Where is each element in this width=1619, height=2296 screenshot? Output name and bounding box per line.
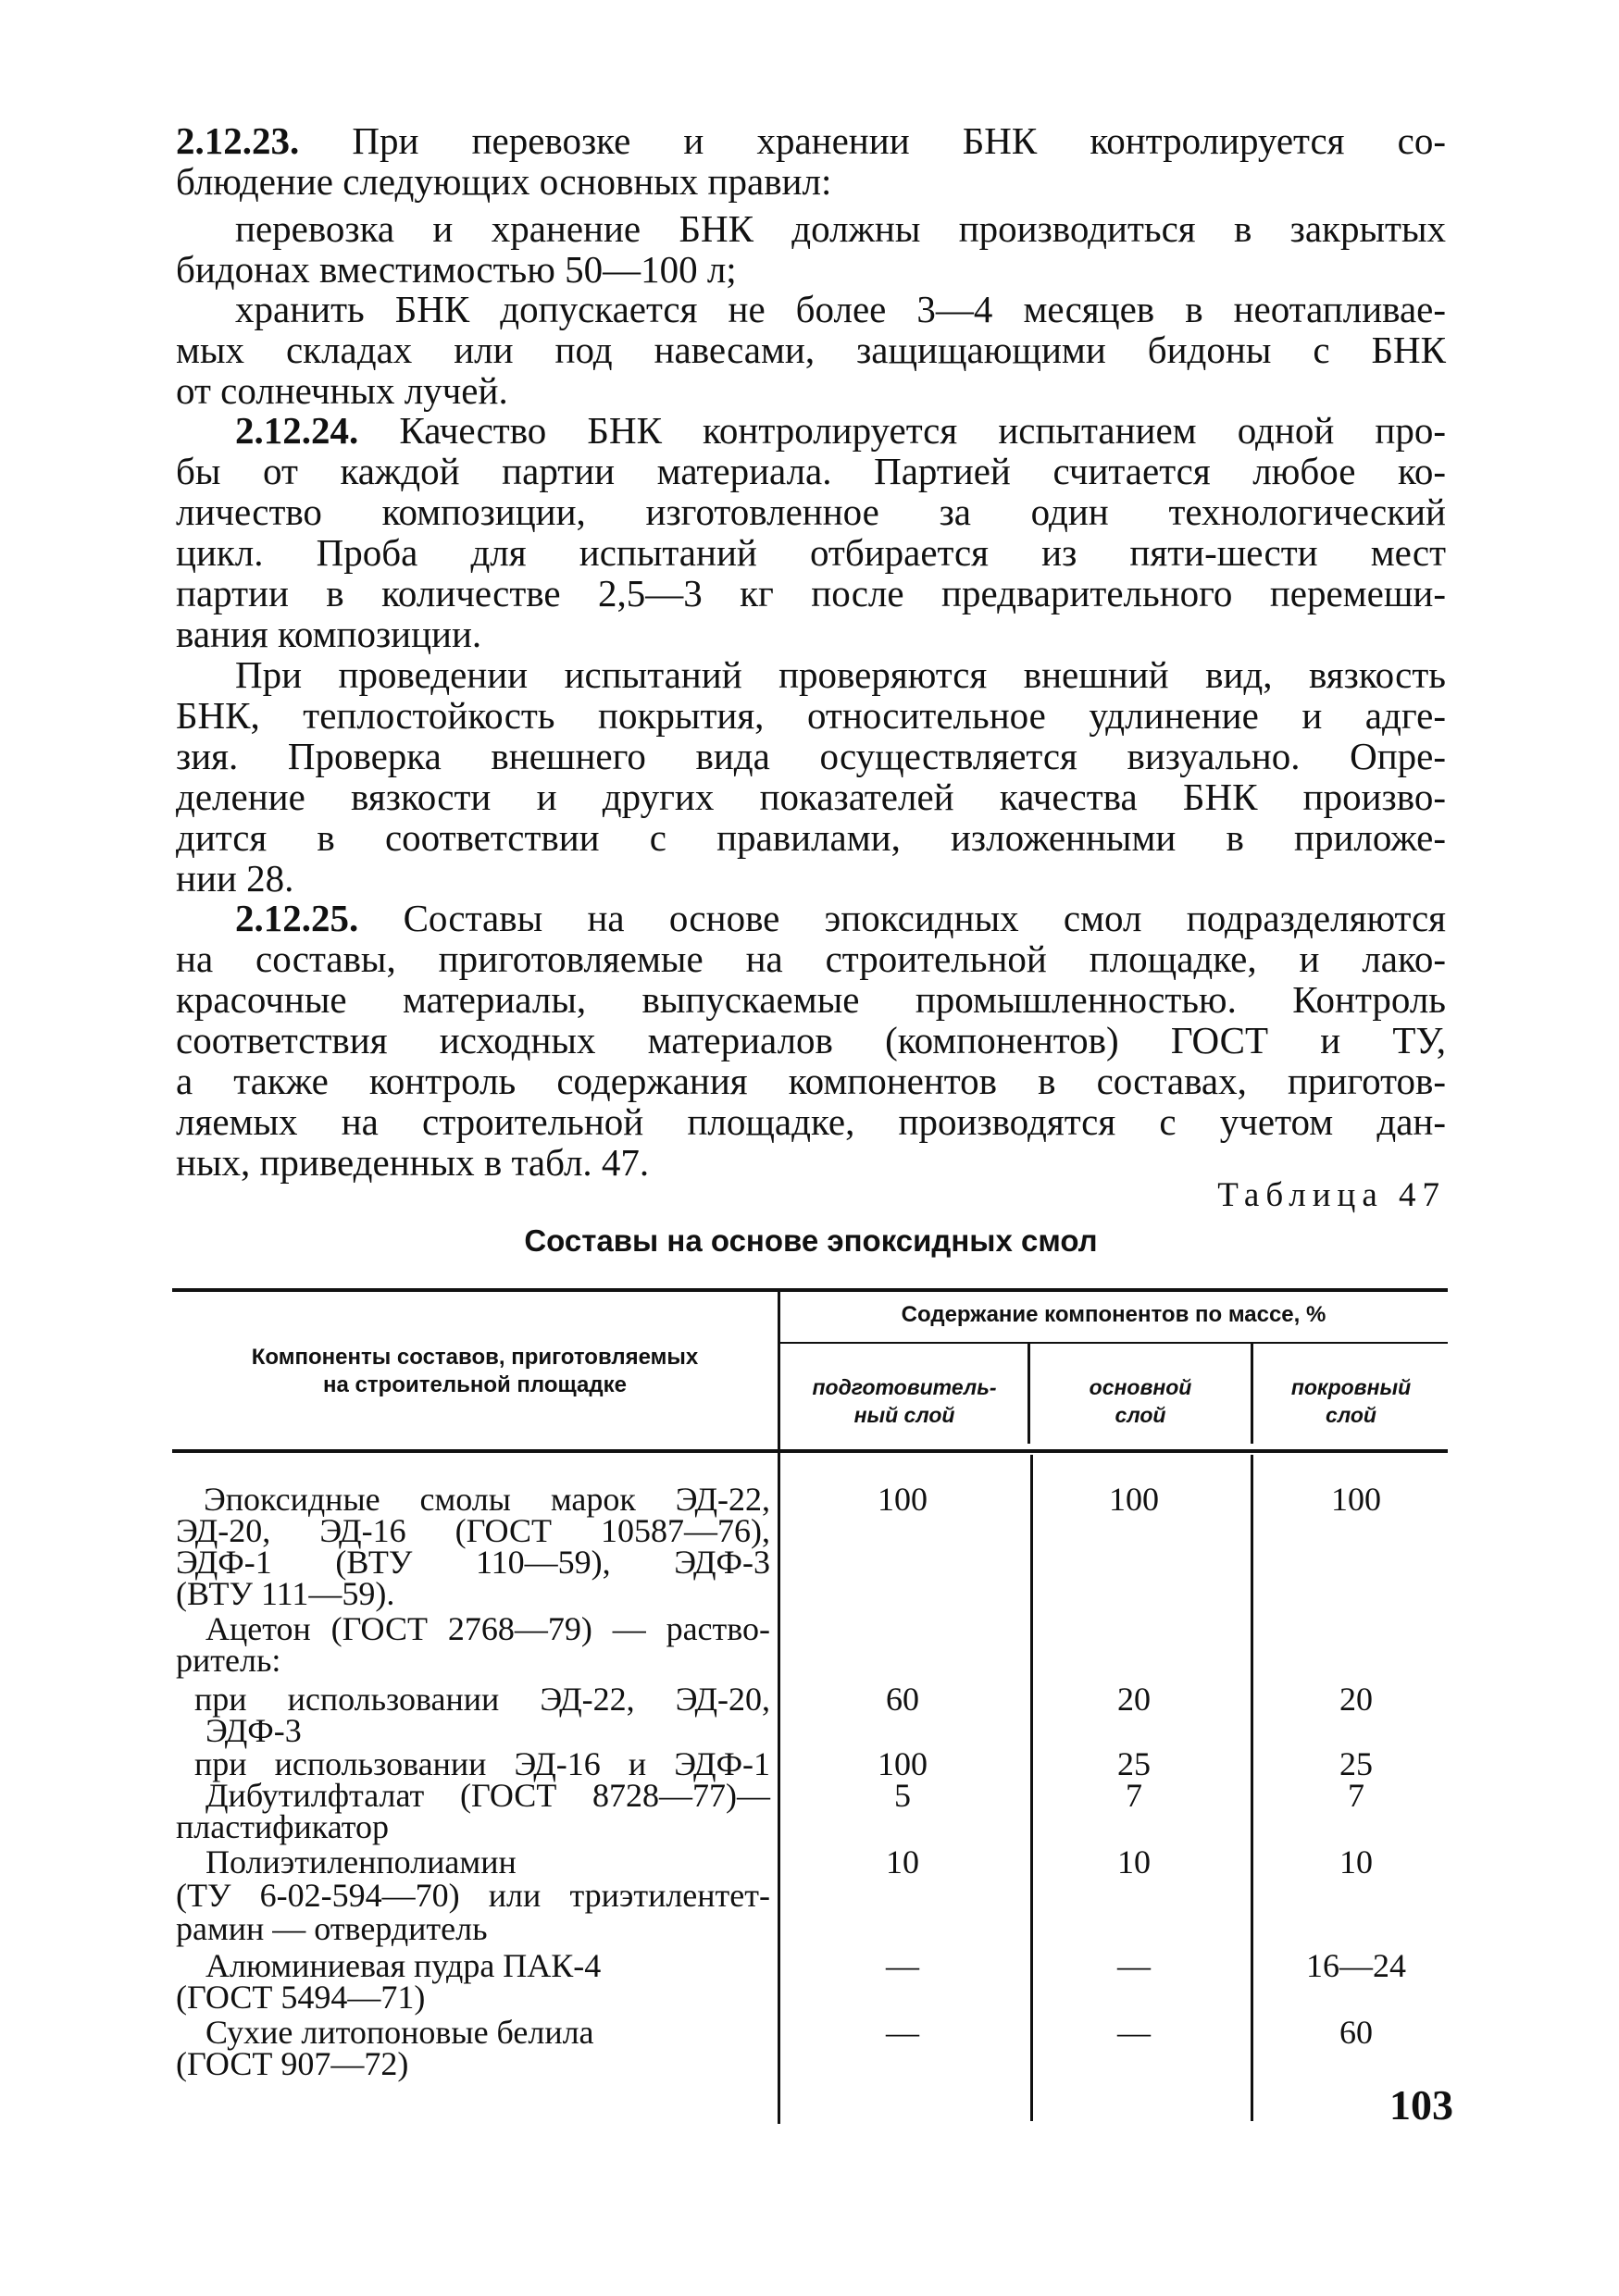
cell-value: — (886, 2014, 919, 2051)
cell-value: 16—24 (1306, 1947, 1406, 1984)
table-title: Составы на основе эпоксидных смол (524, 1223, 1098, 1258)
text-line: бы от каждой партии материала. Партией считается любое ко- (176, 450, 1446, 492)
header-col-cover (1254, 1373, 1448, 1429)
row-aluminium-text: Алюминиевая пудра ПАК-4 (205, 1947, 602, 1984)
clause-number: 2.12.24. (235, 409, 359, 452)
header-text: на строительной площадке (323, 1372, 627, 1397)
text-line: партии в количестве 2,5—3 кг после предварительного перемеши- (176, 572, 1446, 614)
header-components (176, 1344, 774, 1399)
text-span: Составы на основе эпоксидных смол подразделяются (403, 897, 1447, 939)
clause-number: 2.12.23. (176, 119, 300, 162)
page-number: 103 (1389, 2081, 1453, 2128)
row-pepa-text: рамин — отвердитель (176, 1910, 488, 1947)
row-aluminium-text: (ГОСТ 5494—71) (176, 1979, 426, 2016)
cell-value: — (886, 1947, 919, 1984)
cell-value: 60 (886, 1681, 919, 1718)
row-acetone-a-text: при использовании ЭД-22, ЭД-20, (194, 1681, 770, 1718)
text-line: вания композиции. (176, 613, 482, 655)
row-dbp-text: Дибутилфталат (ГОСТ 8728—77)— (205, 1777, 770, 1814)
text-line: от солнечных лучей. (176, 369, 508, 412)
cell-value: 25 (1339, 1745, 1373, 1782)
text-line: ных, приведенных в табл. 47. (176, 1141, 650, 1184)
row-acetone-a-text: ЭДФ-3 (205, 1712, 302, 1749)
header-text: подготовитель- (812, 1375, 997, 1399)
text-line (235, 898, 1446, 938)
row-lithopone-text: (ГОСТ 907—72) (176, 2045, 409, 2082)
text-line: бидонах вместимостью 50—100 л; (176, 248, 737, 291)
row-pepa-text: Полиэтиленполиамин (205, 1843, 517, 1880)
row-acetone-b-text: при использовании ЭД-16 и ЭДФ-1 (194, 1745, 770, 1782)
text-line: соответствия исходных материалов (компонентов) ГОСТ и ТУ, (176, 1019, 1446, 1061)
text-line: деление вязкости и других показателей качества БНК произво- (176, 776, 1446, 818)
table-header-bottom-rule (172, 1449, 1448, 1453)
cell-value: 60 (1339, 2014, 1373, 2051)
row-dbp-text: пластификатор (176, 1808, 390, 1845)
header-text: слой (1326, 1403, 1376, 1427)
text-line: блюдение следующих основных правил: (176, 160, 832, 203)
cell-value: — (1117, 1947, 1151, 1984)
row-epoxy-text: ЭД-20, ЭД-16 (ГОСТ 10587—76), (176, 1512, 770, 1549)
column-divider-3 (1251, 1344, 1253, 1444)
table-number: Таблица 47 (1217, 1176, 1446, 1214)
cell-value: 10 (886, 1843, 919, 1880)
text-line: зия. Проверка внешнего вида осуществляется визуально. Опре- (176, 735, 1446, 777)
table-top-rule (172, 1288, 1448, 1292)
column-divider-1 (778, 1291, 780, 2124)
text-line: мых складах или под навесами, защищающими бидоны с БНК (176, 329, 1446, 371)
header-text: основной (1089, 1375, 1192, 1399)
text-line: а также контроль содержания компонентов в составах, приготов- (176, 1060, 1446, 1102)
header-split-rule (779, 1342, 1448, 1344)
text-line (176, 120, 1446, 161)
text-span: При перевозке и хранении БНК контролируется со- (352, 119, 1447, 162)
text-line: на составы, приготовляемые на строительной площадке, и лако- (176, 937, 1446, 980)
text-line: цикл. Проба для испытаний отбирается из пяти-шести мест (176, 531, 1446, 574)
cell-value: 20 (1117, 1681, 1151, 1718)
text-line: красочные материалы, выпускаемые промышленностью. Контроль (176, 978, 1446, 1021)
text-line: ляемых на строительной площадке, производятся с учетом дан- (176, 1100, 1446, 1143)
cell-value: 100 (1109, 1481, 1159, 1518)
header-text: покровный (1290, 1375, 1412, 1399)
row-acetone-text: Ацетон (ГОСТ 2768—79) — раство- (205, 1610, 770, 1647)
cell-value: 10 (1339, 1843, 1373, 1880)
cell-value: 7 (1126, 1777, 1142, 1814)
header-col-primer (782, 1373, 1027, 1429)
header-content-by-mass: Содержание компонентов по массе, % (901, 1302, 1326, 1327)
row-epoxy-text: (ВТУ 111—59). (176, 1575, 395, 1612)
header-col-main (1031, 1373, 1250, 1429)
text-span: Качество БНК контролируется испытанием одной про- (399, 409, 1447, 452)
cell-value: 7 (1348, 1777, 1364, 1814)
cell-value: 5 (894, 1777, 911, 1814)
row-epoxy-text: ЭДФ-1 (ВТУ 110—59), ЭДФ-3 (176, 1544, 770, 1581)
row-lithopone-text: Сухие литопоновые белила (205, 2014, 594, 2051)
clause-number: 2.12.25. (235, 897, 359, 939)
cell-value: 10 (1117, 1843, 1151, 1880)
row-epoxy-text: Эпоксидные смолы марок ЭД-22, (204, 1481, 770, 1518)
text-line: дится в соответствии с правилами, изложенными в приложе- (176, 816, 1446, 859)
text-line: хранить БНК допускается не более 3—4 месяцев в неотапливае- (235, 288, 1446, 330)
text-line: БНК, теплостойкость покрытия, относительное удлинение и адге- (176, 694, 1446, 737)
header-text: ный слой (853, 1403, 955, 1427)
cell-value: 25 (1117, 1745, 1151, 1782)
header-text: слой (1115, 1403, 1166, 1427)
text-line: При проведении испытаний проверяются внешний вид, вязкость (235, 653, 1446, 696)
cell-value: 20 (1339, 1681, 1373, 1718)
cell-value: 100 (1331, 1481, 1381, 1518)
row-pepa-text: (ТУ 6-02-594—70) или триэтилентет- (176, 1877, 770, 1914)
column-divider-3-body (1251, 1455, 1253, 2121)
row-acetone-text: ритель: (176, 1642, 281, 1679)
text-line: перевозка и хранение БНК должны производиться в закрытых (235, 207, 1446, 250)
text-line: личество композиции, изготовленное за один технологический (176, 490, 1446, 533)
text-line: нии 28. (176, 857, 294, 900)
column-divider-2 (1027, 1344, 1030, 1444)
header-text: Компоненты составов, приготовляемых (251, 1345, 699, 1370)
cell-value: — (1117, 2014, 1151, 2051)
cell-value: 100 (878, 1745, 928, 1782)
text-line (235, 410, 1446, 451)
column-divider-2-body (1030, 1455, 1033, 2121)
cell-value: 100 (878, 1481, 928, 1518)
